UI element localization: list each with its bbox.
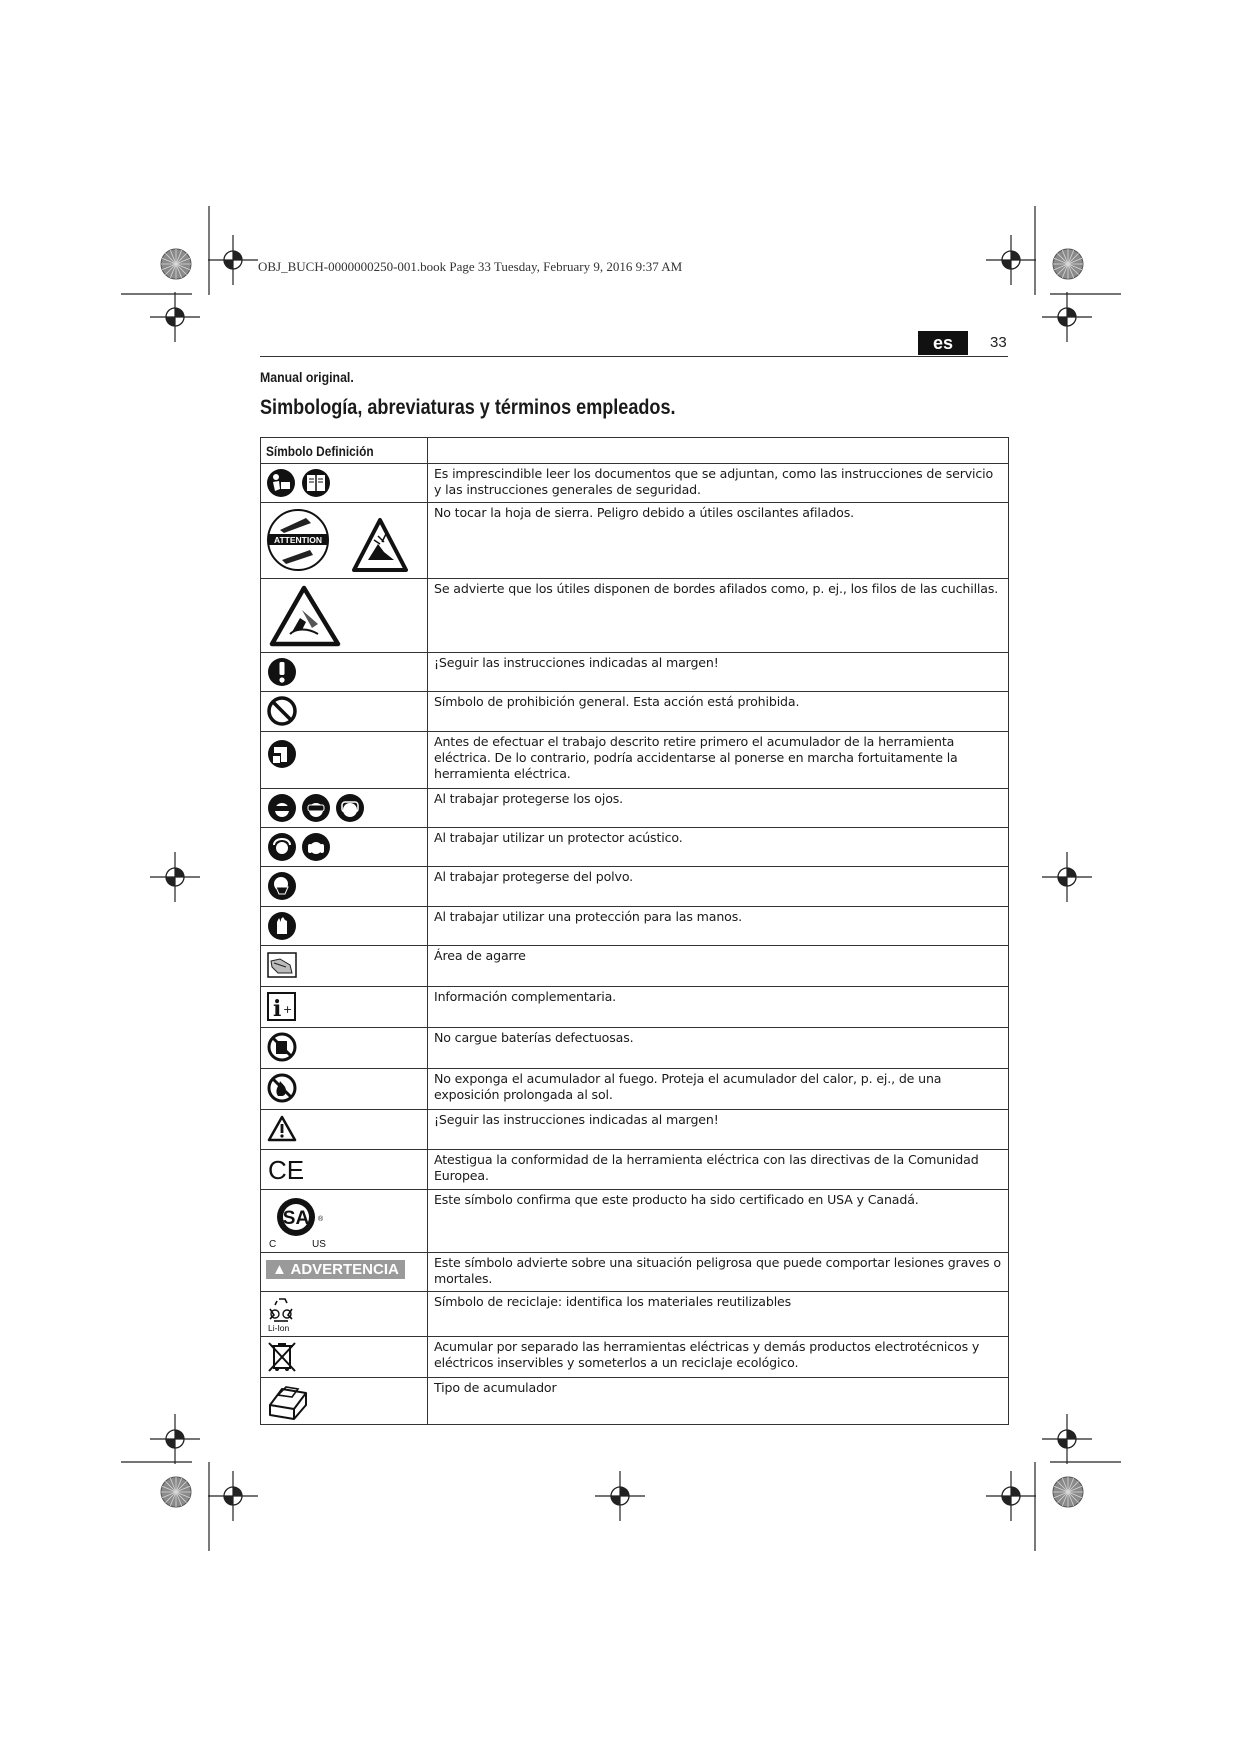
svg-text:i: i	[273, 996, 282, 1022]
svg-text:+: +	[283, 1003, 293, 1016]
table-row	[261, 1337, 1009, 1378]
dust-mask-icon	[266, 870, 298, 902]
row-definition: No tocar la hoja de sierra. Peligro debido a útiles oscilantes afilados.	[428, 503, 1009, 579]
csa-us-label: US	[312, 1239, 326, 1249]
table-row	[261, 1378, 1009, 1425]
table-row	[261, 1190, 1009, 1253]
language-badge: es	[918, 331, 968, 355]
table-row	[261, 579, 1009, 653]
row-definition: Información complementaria.	[428, 987, 1009, 1028]
eye-protection-icon	[266, 792, 366, 824]
remove-battery-icon	[266, 738, 298, 770]
table-row	[261, 653, 1009, 692]
row-definition: ¡Seguir las instrucciones indicadas al margen!	[428, 1110, 1009, 1150]
battery-type-icon	[266, 1381, 310, 1421]
exclamation-icon	[266, 656, 298, 688]
row-definition: Se advierte que los útiles disponen de bordes afilados como, p. ej., los filos de las cuchillas.	[428, 579, 1009, 653]
table-row	[261, 1253, 1009, 1292]
advertencia-label	[266, 1260, 405, 1279]
print-info: OBJ_BUCH-0000000250-001.book Page 33 Tuesday, February 9, 2016 9:37 AM	[258, 259, 683, 274]
table-row	[261, 867, 1009, 907]
row-definition: Al trabajar protegerse del polvo.	[428, 867, 1009, 907]
table-row	[261, 1110, 1009, 1150]
recycling-icon	[266, 1295, 300, 1333]
table-row	[261, 503, 1009, 579]
symbol-table	[260, 437, 1009, 1425]
table-row	[261, 1069, 1009, 1110]
table-row	[261, 1150, 1009, 1190]
table-row	[261, 464, 1009, 503]
table-row	[261, 732, 1009, 789]
row-definition: Al trabajar utilizar una protección para las manos.	[428, 907, 1009, 946]
ear-protection-icon	[266, 831, 332, 863]
table-header-row	[261, 438, 1009, 464]
no-fire-battery-icon	[266, 1072, 298, 1104]
manual-label: Manual original.	[260, 369, 354, 385]
li-ion-text: Li-Ion	[268, 1323, 290, 1333]
ce-mark-icon	[266, 1153, 306, 1185]
row-definition: Al trabajar utilizar un protector acústico.	[428, 828, 1009, 867]
row-definition: Símbolo de reciclaje: identifica los materiales reutilizables	[428, 1292, 1009, 1337]
page-number: 33	[990, 334, 1007, 351]
no-charge-defective-battery-icon	[266, 1031, 298, 1063]
row-definition: Acumular por separado las herramientas eléctricas y demás productos electrotécnicos y eléctricos inservibles y someterlos a un reciclaje ecológico.	[428, 1337, 1009, 1378]
table-row	[261, 789, 1009, 828]
sharp-edges-warning-icon	[266, 582, 346, 648]
warning-triangle-icon	[266, 1113, 298, 1143]
section-title: Simbología, abreviaturas y términos empleados.	[260, 396, 676, 419]
row-definition: Es imprescindible leer los documentos que se adjuntan, como las instrucciones de servicio y las instrucciones generales de seguridad.	[428, 464, 1009, 503]
saw-blade-warning-icon	[266, 506, 416, 574]
table-row	[261, 946, 1009, 987]
crossed-bin-icon	[266, 1340, 298, 1374]
row-definition: Antes de efectuar el trabajo descrito retire primero el acumulador de la herramienta eléctrica. De lo contrario, podría accidentarse al ponerse en marcha fortuitamente la herramienta eléctrica.	[428, 732, 1009, 789]
grip-area-icon	[266, 949, 298, 981]
table-row	[261, 907, 1009, 946]
csa-c-label: C	[269, 1239, 277, 1249]
prohibition-icon	[266, 695, 298, 727]
advertencia-warning-icon: ▲	[272, 1261, 287, 1278]
ce-text: CE	[268, 1155, 305, 1185]
row-definition: No exponga el acumulador al fuego. Proteja el acumulador del calor, p. ej., de una exposición prolongada al sol.	[428, 1069, 1009, 1110]
row-definition: Este símbolo advierte sobre una situación peligrosa que puede comportar lesiones graves o mortales.	[428, 1253, 1009, 1292]
table-row	[261, 692, 1009, 732]
info-icon	[266, 990, 298, 1022]
table-header: Símbolo Definición	[266, 444, 374, 459]
read-manual-icon	[266, 467, 334, 499]
attention-text: ATTENTION	[273, 535, 323, 545]
table-row	[261, 1028, 1009, 1069]
csa-registered: ®	[318, 1216, 324, 1223]
row-definition: Al trabajar protegerse los ojos.	[428, 789, 1009, 828]
table-row	[261, 828, 1009, 867]
table-row	[261, 1292, 1009, 1337]
csa-mark-icon	[266, 1193, 336, 1249]
advertencia-text: ADVERTENCIA	[290, 1261, 399, 1278]
row-definition: Este símbolo confirma que este producto ha sido certificado en USA y Canadá.	[428, 1190, 1009, 1253]
row-definition: Tipo de acumulador	[428, 1378, 1009, 1425]
row-definition: ¡Seguir las instrucciones indicadas al margen!	[428, 653, 1009, 692]
row-definition: Atestigua la conformidad de la herramienta eléctrica con las directivas de la Comunidad Europea.	[428, 1150, 1009, 1190]
row-definition: Área de agarre	[428, 946, 1009, 987]
header-rule	[260, 356, 1008, 357]
row-definition: No cargue baterías defectuosas.	[428, 1028, 1009, 1069]
hand-protection-icon	[266, 910, 298, 942]
table-row	[261, 987, 1009, 1028]
row-definition: Símbolo de prohibición general. Esta acción está prohibida.	[428, 692, 1009, 732]
csa-text: SA	[282, 1208, 310, 1229]
